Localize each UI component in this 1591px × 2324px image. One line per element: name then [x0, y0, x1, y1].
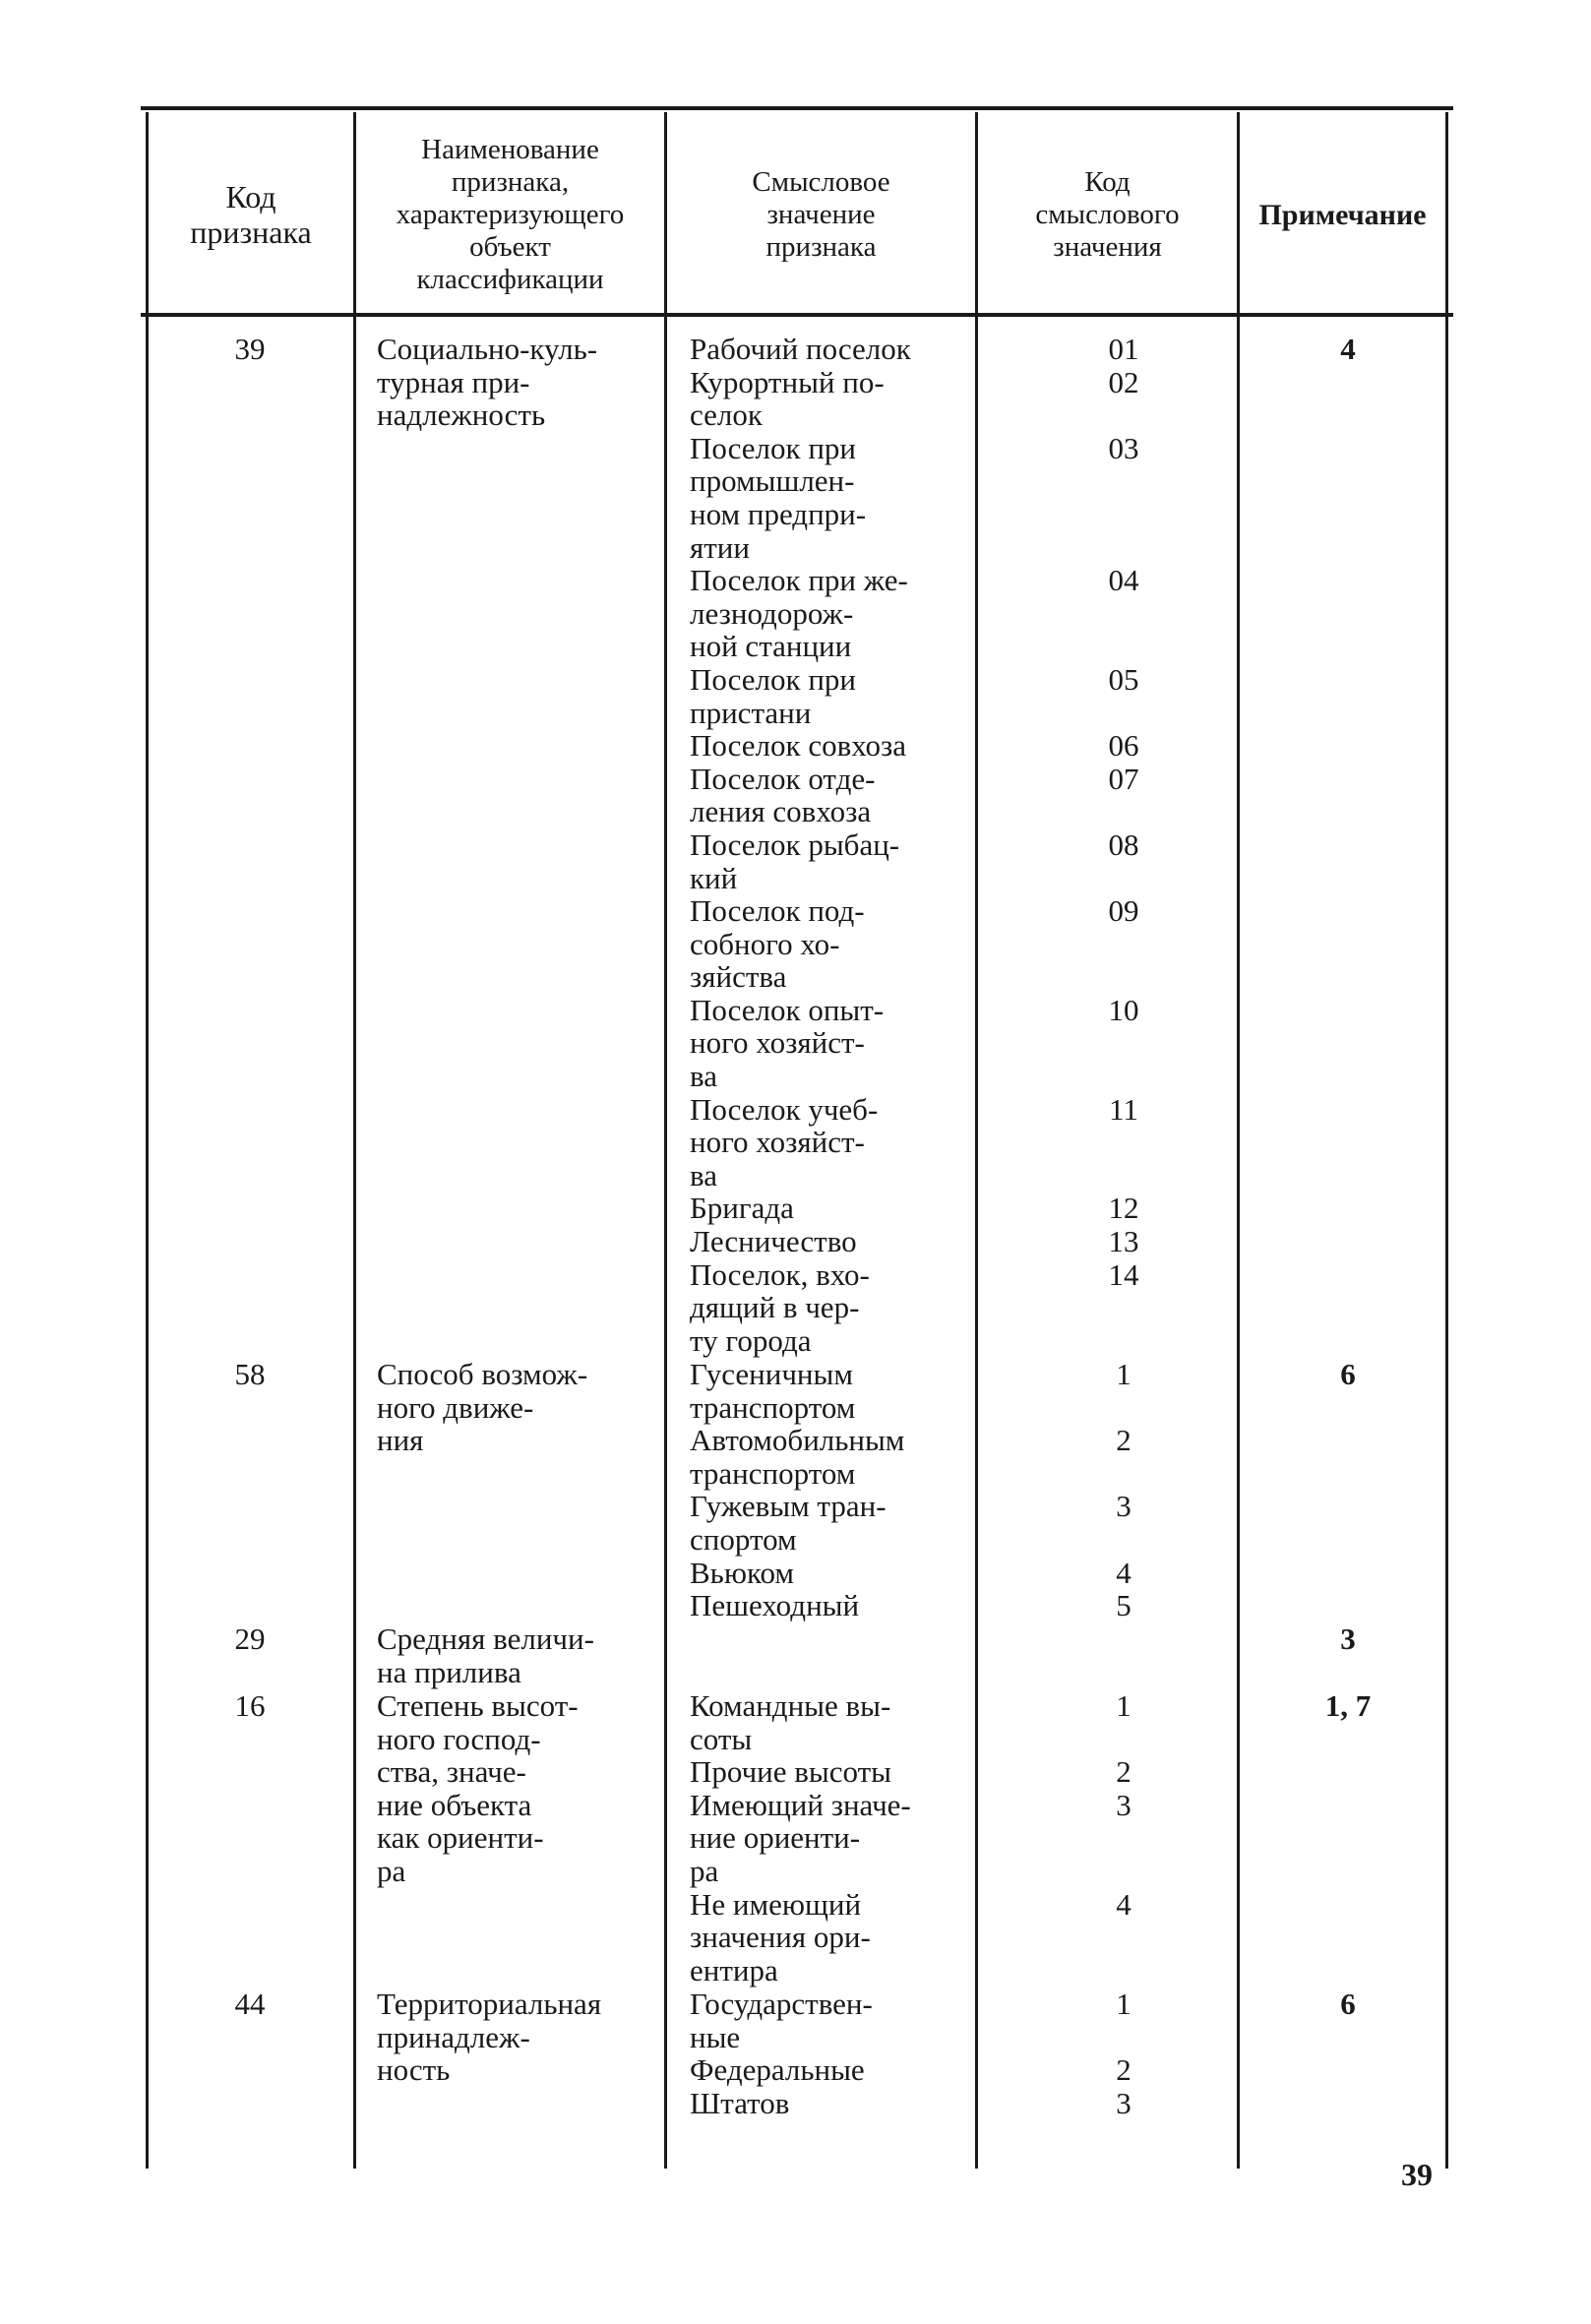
- value-item: [141, 366, 1453, 432]
- row-note: 3: [1340, 1621, 1356, 1656]
- table-top-rule: [141, 106, 1453, 110]
- value-item: [141, 1789, 1453, 1888]
- value-meaning: Прочие высоты: [690, 1754, 891, 1790]
- value-item: [141, 729, 1453, 763]
- value-code: 1: [1116, 1688, 1132, 1723]
- table-row: [141, 333, 1453, 1358]
- value-meaning: Поселок рыбац- кий: [690, 826, 900, 895]
- row-feature-code: 44: [234, 1987, 266, 2021]
- value-code: 4: [1116, 1555, 1132, 1590]
- value-item: [141, 1689, 1453, 1755]
- row-feature-name: Степень высот- ного господ- ства, значе- ние объекта как ориенти- ра: [377, 1688, 579, 1888]
- value-code: 5: [1116, 1588, 1132, 1623]
- value-code: 13: [1108, 1224, 1139, 1259]
- row-values: [141, 1358, 1453, 1622]
- value-meaning: Поселок опыт- ного хозяйст- ва: [690, 992, 885, 1094]
- value-item: [141, 1192, 1453, 1225]
- value-meaning: Поселок отде- ления совхоза: [690, 761, 876, 829]
- value-item: [141, 432, 1453, 564]
- row-feature-code: 29: [234, 1621, 266, 1656]
- row-feature-name: Способ возмож- ного движе- ния: [377, 1357, 588, 1458]
- value-meaning: Вьюком: [690, 1555, 794, 1590]
- value-item: [141, 894, 1453, 994]
- page-number: 39: [1401, 2157, 1433, 2192]
- header-note-label: Примечание: [1258, 198, 1427, 231]
- value-code: 11: [1109, 1091, 1138, 1127]
- value-code: 06: [1108, 728, 1139, 764]
- value-code: 05: [1108, 661, 1139, 697]
- table-row: [141, 1622, 1453, 1689]
- value-item: [141, 1358, 1453, 1424]
- value-item: [141, 2087, 1453, 2120]
- value-item: [141, 828, 1453, 894]
- value-meaning: Поселок при пристани: [690, 661, 857, 730]
- value-item: [141, 1258, 1453, 1358]
- header-meaning-label: Смысловое значение признака: [752, 165, 890, 263]
- value-item: [141, 1490, 1453, 1556]
- value-item: [141, 2053, 1453, 2087]
- row-feature-code: 16: [234, 1688, 266, 1723]
- table-row: [141, 1358, 1453, 1622]
- value-meaning: Гужевым тран- спортом: [690, 1489, 887, 1557]
- value-item: [141, 1225, 1453, 1258]
- value-code: 09: [1108, 893, 1139, 929]
- value-code: 03: [1108, 430, 1139, 465]
- row-values: [141, 333, 1453, 1357]
- value-item: [141, 1622, 1453, 1656]
- row-feature-code: 39: [234, 332, 266, 366]
- value-meaning: Курортный по- селок: [690, 364, 885, 433]
- value-item: [141, 663, 1453, 729]
- header-code-label: Код признака: [190, 179, 312, 250]
- row-feature-name: Социально-куль- турная при- надлежность: [377, 332, 598, 433]
- row-values: [141, 1622, 1453, 1656]
- value-code: 3: [1116, 1787, 1132, 1822]
- value-meaning: Лесничество: [690, 1224, 857, 1259]
- header-meaning-code-label: Код смыслового значения: [1035, 165, 1180, 263]
- value-item: [141, 1424, 1453, 1490]
- value-meaning: Поселок при же- лезнодорож- ной станции: [690, 563, 908, 664]
- value-meaning: Бригада: [690, 1191, 794, 1226]
- value-code: 12: [1108, 1191, 1139, 1226]
- value-meaning: Пешеходный: [690, 1588, 860, 1623]
- header-name: [356, 116, 664, 313]
- value-code: 01: [1108, 332, 1139, 366]
- row-values: [141, 1689, 1453, 1987]
- value-meaning: Поселок совхоза: [690, 728, 907, 764]
- value-item: [141, 564, 1453, 663]
- header-meaning: [667, 116, 975, 313]
- row-note: 6: [1340, 1987, 1356, 2021]
- header-bottom-rule: [141, 313, 1453, 317]
- value-code: 2: [1116, 1754, 1132, 1790]
- value-code: 14: [1108, 1256, 1139, 1292]
- row-values: [141, 1988, 1453, 2119]
- row-feature-name: Средняя величи- на прилива: [377, 1621, 594, 1689]
- value-code: 02: [1108, 364, 1139, 399]
- value-item: [141, 1093, 1453, 1193]
- value-item: [141, 1888, 1453, 1988]
- header-code: [149, 116, 353, 313]
- value-code: 1: [1116, 1987, 1132, 2021]
- header-note: [1240, 116, 1445, 313]
- row-feature-code: 58: [234, 1357, 266, 1391]
- row-note: 6: [1340, 1357, 1356, 1391]
- value-meaning: Поселок под- собного хо- зяйства: [690, 893, 865, 995]
- table-row: [141, 1689, 1453, 1988]
- value-meaning: Не имеющий значения ори- ентира: [690, 1886, 871, 1988]
- value-code: 10: [1108, 992, 1139, 1027]
- value-meaning: Автомобильным транспортом: [690, 1423, 905, 1491]
- value-code: 07: [1108, 761, 1139, 796]
- row-feature-name: Территориальная принадлеж- ность: [377, 1987, 602, 2088]
- value-meaning: Имеющий значе- ние ориенти- ра: [690, 1787, 911, 1888]
- value-code: 4: [1116, 1886, 1132, 1922]
- row-note: 1, 7: [1324, 1688, 1372, 1723]
- value-meaning: Государствен- ные: [690, 1987, 873, 2054]
- value-code: 3: [1116, 1489, 1132, 1524]
- value-meaning: [690, 1622, 1103, 1656]
- value-code: 08: [1108, 826, 1139, 862]
- value-meaning: Командные вы- соты: [690, 1688, 891, 1756]
- value-code: 1: [1116, 1357, 1132, 1391]
- value-code: 2: [1116, 2052, 1132, 2088]
- value-item: [141, 1589, 1453, 1622]
- value-meaning: Рабочий поселок: [690, 332, 911, 366]
- value-meaning: Штатов: [690, 2085, 790, 2120]
- table-body: [141, 333, 1453, 2120]
- value-meaning: Поселок учеб- ного хозяйст- ва: [690, 1091, 879, 1193]
- header-name-label: Наименование признака, характеризующего объект классификации: [396, 133, 625, 295]
- value-item: [141, 1557, 1453, 1590]
- value-item: [141, 994, 1453, 1093]
- value-code: 2: [1116, 1423, 1132, 1458]
- value-code: 04: [1108, 563, 1139, 598]
- table-row: [141, 1988, 1453, 2120]
- value-meaning: Поселок, вхо- дящий в чер- ту города: [690, 1256, 870, 1358]
- value-item: [141, 333, 1453, 366]
- header-meaning-code: [978, 116, 1237, 313]
- value-code: 3: [1116, 2085, 1132, 2120]
- row-note: 4: [1340, 332, 1356, 366]
- value-item: [141, 1988, 1453, 2053]
- value-meaning: Гусеничным транспортом: [690, 1357, 856, 1425]
- value-item: [141, 1755, 1453, 1789]
- value-item: [141, 763, 1453, 828]
- value-meaning: Поселок при промышлен- ном предпри- ятии: [690, 430, 867, 565]
- classification-table: [141, 106, 1453, 2172]
- value-meaning: Федеральные: [690, 2052, 865, 2088]
